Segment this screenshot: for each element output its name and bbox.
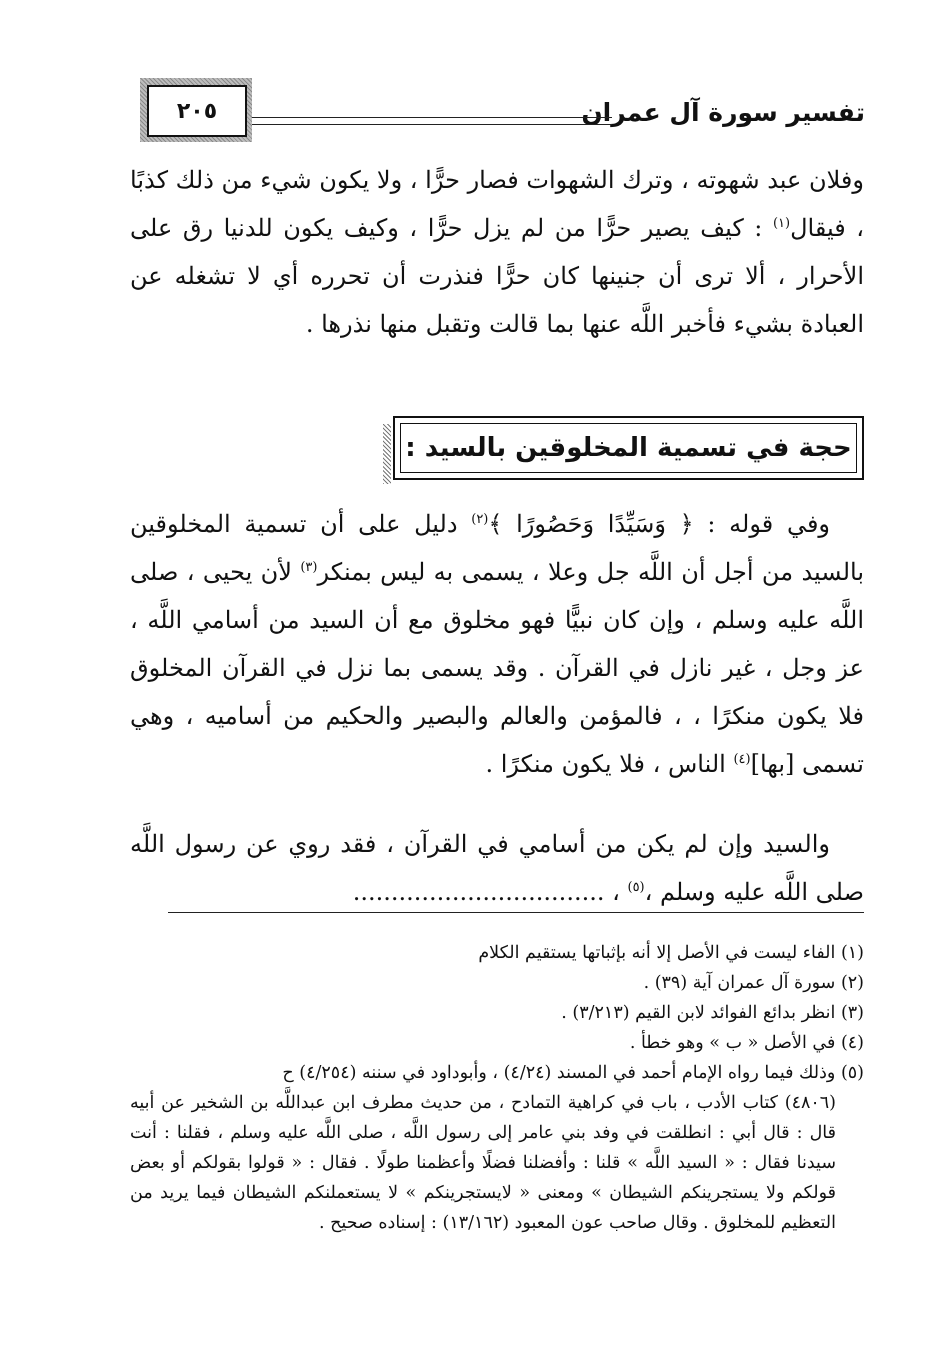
paragraph-text: والسيد وإن لم يكن من أسامي في القرآن ، فقد روي عن رسول اللَّه صلى اللَّه عليه وسلم ، — [130, 830, 864, 906]
footnote-ref-3: (٣) — [300, 560, 318, 575]
footnote-text: سورة آل عمران آية (٣٩) . — [643, 973, 836, 993]
paragraph-text: ، — [604, 878, 628, 906]
body-paragraph-2 — [130, 500, 864, 788]
paragraph-text: وفلان عبد شهوته ، وترك الشهوات فصار حرًّا ، ولا يكون شيء من ذلك كذبًا ، فيقال — [130, 166, 864, 242]
footnote-continuation: (٤٨٠٦) كتاب الأدب ، باب في كراهية التمادح ، من حديث مطرف ابن عبداللَّه بن الشخير عن أبيه قال : قال أبي : انطلقت في وفد بني عامر إلى رسول اللَّه ، صلى اللَّه عليه وسلم ، فقلنا : أنت سيدنا فقال : « السيد اللَّه » قلنا : وأفضلنا فضلًا وأعظمنا طولًا . فقال : « قولوا بقولكم أو بعض قولكم ولا يستجرينكم الشيطان » ومعنى « لايستجرينكم » لا يستعملنكم الشيطان فيما يريد من التعظيم للمخلوق . وقال صاحب عون المعبود (١٣/١٦٢) : إسناده صحيح . — [130, 1093, 836, 1233]
page-number-box — [147, 85, 247, 137]
footnote-separator-rule — [168, 912, 864, 913]
footnote-text: في الأصل « ب » وهو خطأ . — [629, 1033, 836, 1053]
section-heading: حجة في تسمية المخلوقين بالسيد : — [405, 433, 852, 463]
footnote-text: انظر بدائع الفوائد لابن القيم (٣/٢١٣) . — [561, 1003, 836, 1023]
footnote-ref-5: (٥) — [627, 880, 645, 895]
body-paragraph-3 — [130, 820, 864, 916]
body-paragraph-1 — [130, 156, 864, 348]
paragraph-text: لأن يحيى ، صلى اللَّه عليه وسلم ، وإن كان نبيًّا فهو مخلوق مع أن السيد من أسامي اللَّه ، عز وجل ، غير نازل في القرآن . وقد يسمى بما نزل في القرآن المخلوق فلا يكون منكرًا ، ، فالمؤمن والعالم والبصير والحكيم من أساميه ، وهي تسمى [بها] — [130, 558, 864, 778]
footnote-ref-4: (٤) — [733, 752, 751, 767]
footnote-text: وذلك فيما رواه الإمام أحمد في المسند (٤/٢٤) ، وأبوداود في سننه (٤/٢٥٤) ح — [282, 1063, 836, 1083]
footnote-number: (٥) — [840, 1063, 864, 1083]
footnote-item — [130, 998, 864, 1028]
footnote-number: (٣) — [840, 1003, 864, 1023]
footnote-ref-2: (٢) — [471, 512, 489, 527]
paragraph-text: دليل على أن تسمية المخلوقين بالسيد من أجل أن اللَّه جل وعلا ، يسمى به ليس بمنكر — [130, 510, 864, 586]
footnote-text: الفاء ليست في الأصل إلا أنه بإثباتها يستقيم الكلام — [478, 943, 836, 963]
header-rule — [252, 117, 612, 125]
paragraph-text: الناس ، فلا يكون منكرًا . — [485, 750, 734, 778]
page-number: ٢٠٥ — [176, 98, 218, 124]
footnote-number: (١) — [840, 943, 864, 963]
footnote-item — [130, 1058, 864, 1088]
continuation-dots: ................................. — [352, 878, 605, 906]
footnote-item — [130, 1028, 864, 1058]
paragraph-text: : كيف يصير حرًّا من لم يزل حرًّا ، وكيف يكون للدنيا رق على الأحرار ، ألا ترى أن جنينها كان حرًّا فنذرت أن تحرره أي لا تشغله عن العبادة بشيء فأخبر اللَّه عنها بما قالت وتقبل منها نذرها . — [130, 214, 864, 338]
footnotes-list — [130, 938, 864, 1238]
footnote-ref-1: (١) — [772, 216, 791, 231]
footnote-number: (٤) — [840, 1033, 864, 1053]
footnote-number: (٢) — [840, 973, 864, 993]
running-header-title: تفسير سورة آل عمران — [581, 98, 865, 127]
section-heading-box — [393, 416, 864, 480]
footnote-item — [130, 968, 864, 998]
footnote-item — [130, 938, 864, 968]
paragraph-text: وفي قوله : ﴿ وَسَيِّدًا وَحَصُورًا ﴾ — [488, 510, 831, 538]
section-heading-inner-frame — [400, 423, 857, 473]
